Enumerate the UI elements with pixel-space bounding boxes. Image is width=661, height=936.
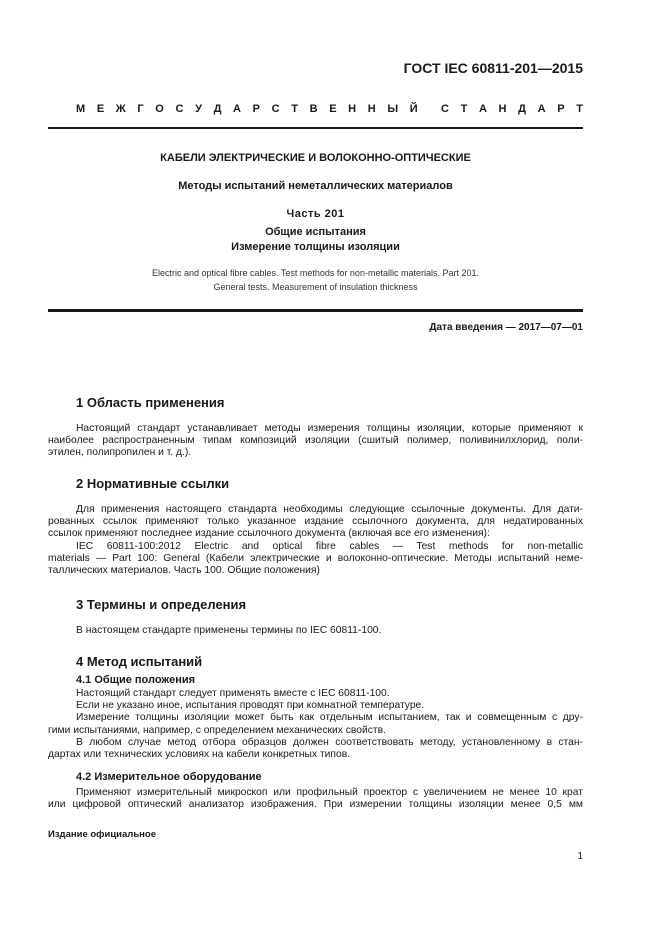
interstate-standard-heading — [76, 103, 583, 115]
subsection-4-2-text — [48, 787, 583, 811]
text-line: Измерение толщины изоляции может быть как отдельным испытанием, так и совмещенным с дру- — [76, 712, 583, 724]
text-line: Для применения настоящего стандарта необходимы следующие ссылочные документы. Для дати- — [76, 504, 583, 515]
heading-letter: Т — [576, 103, 583, 115]
text-line: В настоящем стандарте применены термины по IEC 60811-100. — [76, 625, 382, 636]
heading-letter: Н — [348, 103, 357, 115]
heading-letter: С — [440, 103, 449, 115]
text-line: рованных ссылок применяют только указанное издание ссылочного документа, для недатированных — [48, 516, 583, 528]
section-1-heading: 1 Область применения — [76, 395, 225, 410]
section-2-heading: 2 Нормативные ссылки — [76, 476, 230, 491]
section-3-heading: 3 Термины и определения — [76, 597, 247, 612]
subsection-4-2-heading: 4.2 Измерительное оборудование — [76, 771, 262, 783]
standard-title: КАБЕЛИ ЭЛЕКТРИЧЕСКИЕ И ВОЛОКОННО-ОПТИЧЕСКИЕ — [160, 152, 471, 164]
text-line: или цифровой оптический анализатор изображения. При измерении толщины изоляции менее 0,5 мм — [48, 799, 583, 811]
part-title-line-2: Измерение толщины изоляции — [231, 241, 400, 253]
heading-letter: О — [155, 103, 164, 115]
heading-letter: Д — [213, 103, 222, 115]
section-4-heading: 4 Метод испытаний — [76, 654, 203, 669]
heading-letter: С — [175, 103, 184, 115]
page-number: 1 — [577, 851, 583, 862]
heading-letter: Е — [329, 103, 337, 115]
heading-letter: Р — [252, 103, 260, 115]
subsection-4-1-text — [48, 688, 583, 761]
text-line: IEC 60811-100:2012 Electric and optical fibre cables — Test methods for non-metallic — [76, 540, 583, 552]
heading-letter: В — [309, 103, 318, 115]
heading-letter: Д — [518, 103, 526, 115]
text-line: В любом случае метод отбора образцов должен соответствовать методу, установленному в стан- — [76, 736, 583, 748]
standard-subtitle: Методы испытаний неметаллических материалов — [178, 180, 453, 192]
text-line: таллических материалов. Часть 100. Общие положения) — [48, 565, 320, 577]
heading-letter: Ж — [115, 103, 126, 115]
text-line: Настоящий стандарт следует применять вместе с IEC 60811-100. — [76, 688, 390, 699]
top-divider — [48, 127, 583, 129]
document-code: ГОСТ IEC 60811-201—2015 — [403, 60, 583, 76]
heading-letter: А — [478, 103, 487, 115]
subsection-4-1-heading: 4.1 Общие положения — [76, 674, 196, 686]
introduction-date: Дата введения — 2017—07—01 — [429, 322, 583, 333]
text-line: materials — Part 100: General (Кабели электрические и волоконно-оптические. Методы испытаний неме- — [48, 552, 583, 564]
heading-letter: А — [233, 103, 241, 115]
heading-letter: У — [195, 103, 202, 115]
text-line: Если не указано иное, испытания проводят при комнатной температуре. — [76, 700, 425, 712]
section-1-text — [48, 423, 583, 460]
text-line: наиболее распространенным типам композиций изоляции (сшитый полимер, поливинилхлорид, поли- — [48, 435, 583, 447]
heading-letter: Г — [137, 103, 144, 115]
part-title-line-1: Общие испытания — [265, 226, 366, 238]
text-line: Применяют измерительный микроскоп или профильный проектор с увеличением не менее 10 крат — [76, 787, 583, 798]
heading-letter: Т — [460, 103, 468, 115]
heading-letter: Ы — [387, 103, 399, 115]
heading-letter: Н — [498, 103, 507, 115]
english-title-line-1: Electric and optical fibre cables. Test methods for non-metallic materials. Part 201. — [152, 268, 479, 278]
heading-letter: М — [76, 103, 86, 115]
text-line: дартах или технических условиях на кабели конкретных типов. — [48, 749, 351, 761]
title-divider — [48, 309, 583, 312]
text-line: ссылок применяют последнее издание ссылочного документа (включая все его изменения): — [48, 528, 490, 540]
text-line: этилен, полипропилен и т. д.). — [48, 447, 192, 459]
text-line: гими испытаниями, например, с определением механических свойств. — [48, 724, 386, 736]
text-line: Настоящий стандарт устанавливает методы измерения толщины изоляции, которые применяют к — [76, 423, 583, 434]
section-2-text — [48, 504, 583, 577]
heading-letter: Н — [367, 103, 376, 115]
heading-letter: Е — [96, 103, 105, 115]
english-title-line-2: General tests. Measurement of insulation thickness — [213, 282, 418, 292]
section-3-text — [48, 625, 583, 637]
heading-letter: Й — [409, 103, 418, 115]
part-label: Часть 201 — [286, 208, 345, 220]
heading-letter: А — [537, 103, 546, 115]
heading-letter: С — [271, 103, 280, 115]
official-edition-note: Издание официальное — [48, 829, 156, 840]
heading-letter: Р — [557, 103, 565, 115]
heading-letter: Т — [291, 103, 298, 115]
